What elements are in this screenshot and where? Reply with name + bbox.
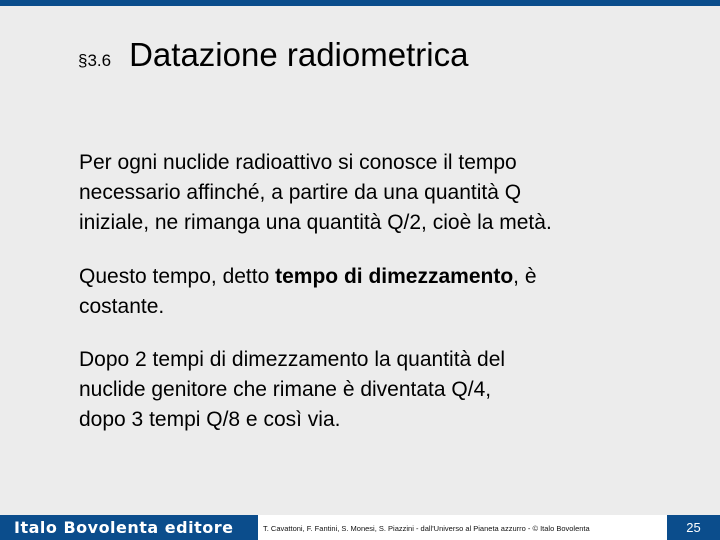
paragraph-line: Per ogni nuclide radioattivo si conosce il tempo bbox=[79, 151, 517, 174]
section-number: §3.6 bbox=[78, 51, 112, 70]
paragraph-line: nuclide genitore che rimane è diventata Q/4, bbox=[79, 378, 492, 401]
publisher-name: Italo Bovolenta editore bbox=[14, 518, 234, 537]
text-segment: Questo tempo, detto bbox=[79, 265, 276, 288]
slide-header bbox=[78, 36, 468, 74]
paragraph-line: iniziale, ne rimanga una quantità Q/2, cioè la metà. bbox=[79, 211, 552, 234]
top-accent-bar bbox=[0, 0, 720, 6]
paragraph-half-life-definition bbox=[79, 148, 552, 238]
bold-term: tempo di dimezzamento bbox=[275, 265, 514, 288]
paragraph-line: costante. bbox=[79, 295, 165, 318]
publisher-logo bbox=[0, 515, 258, 540]
paragraph-successive-halvings bbox=[79, 345, 505, 435]
slide-title: Datazione radiometrica bbox=[129, 36, 469, 73]
footer-credits: T. Cavattoni, F. Fantini, S. Monesi, S. Piazzini - dall'Universo al Pianeta azzurro - © Italo Bovolenta bbox=[263, 524, 590, 533]
page-number-box bbox=[667, 515, 720, 540]
paragraph-half-life-constant bbox=[79, 262, 537, 322]
paragraph-line: necessario affinché, a partire da una quantità Q bbox=[79, 181, 522, 204]
footer-credits-box bbox=[258, 515, 667, 540]
page-number: 25 bbox=[686, 520, 701, 535]
paragraph-line: Dopo 2 tempi di dimezzamento la quantità del bbox=[79, 348, 506, 371]
paragraph-line bbox=[79, 262, 537, 292]
paragraph-line: dopo 3 tempi Q/8 e così via. bbox=[79, 408, 341, 431]
text-segment: , è bbox=[513, 265, 537, 288]
